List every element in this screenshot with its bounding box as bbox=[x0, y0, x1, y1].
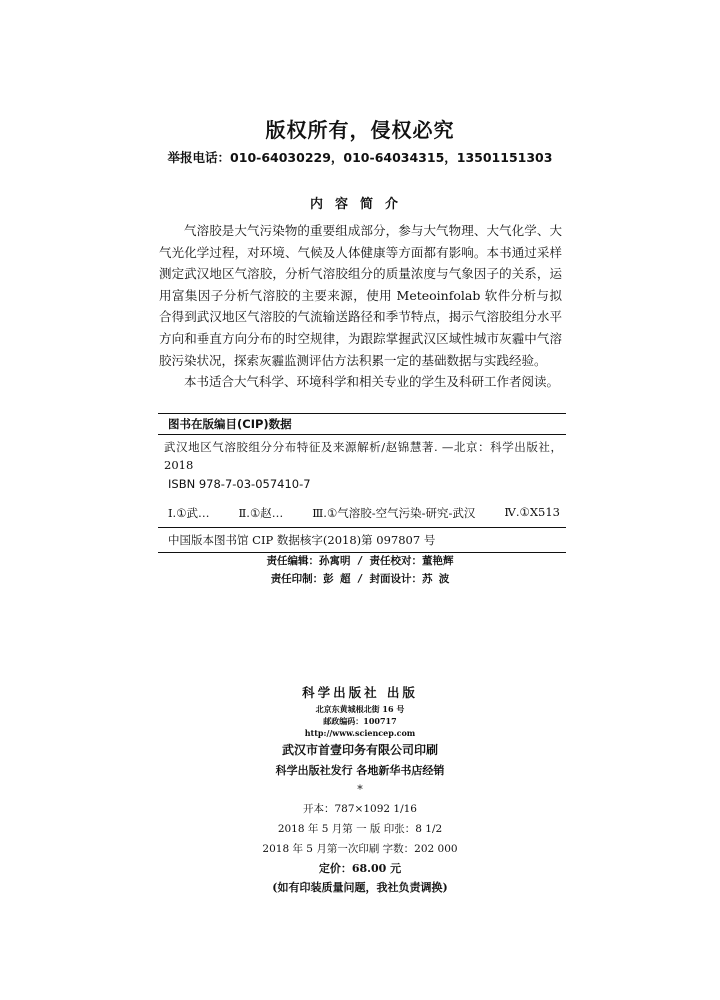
cip-class-item: Ⅰ.①武… bbox=[168, 506, 210, 520]
summary-paragraph: 气溶胶是大气污染物的重要组成部分，参与大气物理、大气化学、大气光化学过程，对环境、气候及人体健康等方面都有影响。本书通过采样测定武汉地区气溶胶，分析气溶胶组分的质量浓度与气象因子的关系，运用富集因子分析气溶胶的主要来源，使用 Meteoinfolab 软件分析与拟合得到武汉地区气溶胶的气流输送路径和季节特点，揭示气溶胶组分水平方向和垂直方向分布的时空规律，为跟踪掌握武汉区域性城市灰霾中气溶胶污染状况，探索灰霾监测评估方法积累一定的基础数据与实践经验。 bbox=[159, 223, 562, 368]
publisher-postcode: 邮政编码：100717 bbox=[323, 716, 397, 726]
report-hotline: 举报电话：010-64030229，010-64034315，13501151303 bbox=[167, 150, 553, 165]
divider bbox=[158, 434, 566, 435]
cip-data-block bbox=[158, 413, 566, 553]
cip-description: 武汉地区气溶胶组分分布特征及来源解析/赵锦慧著. —北京：科学出版社，2018 bbox=[164, 440, 562, 472]
publisher-address: 北京东黄城根北街 16 号 bbox=[315, 704, 405, 714]
summary-heading: 内容简介 bbox=[309, 197, 410, 212]
summary-paragraph: 本书适合大气科学、环境科学和相关专业的学生及科研工作者阅读。 bbox=[184, 374, 560, 390]
cip-class-item: Ⅱ.①赵… bbox=[238, 506, 284, 520]
cip-class-item: Ⅳ.①X513 bbox=[504, 505, 560, 519]
editor-line: 责任印制：彭 超 / 封面设计：苏 波 bbox=[270, 573, 450, 585]
printer: 武汉市首壹印务有限公司印刷 bbox=[281, 743, 438, 757]
cip-class-item: Ⅲ.①气溶胶-空气污染-研究-武汉 bbox=[312, 506, 476, 520]
copyright-title: 版权所有，侵权必究 bbox=[265, 118, 455, 142]
cip-isbn: ISBN 978-7-03-057410-7 bbox=[168, 477, 311, 491]
price: 定价：68.00 元 bbox=[318, 862, 402, 875]
editor-line: 责任编辑：孙寓明 / 责任校对：董艳辉 bbox=[266, 555, 454, 567]
editor-credits bbox=[0, 552, 720, 588]
quality-notice: (如有印装质量问题，我社负责调换) bbox=[272, 881, 448, 894]
publisher-name: 科学出版社 出版 bbox=[302, 685, 418, 700]
cip-classification bbox=[168, 505, 560, 521]
edition-info: 2018 年 5 月第 一 版 印张：8 1/2 bbox=[277, 823, 443, 835]
printing-info: 2018 年 5 月第一次印刷 字数：202 000 bbox=[262, 843, 458, 855]
cip-verification: 中国版本图书馆 CIP 数据核字(2018)第 097807 号 bbox=[168, 533, 436, 547]
cip-heading: 图书在版编目(CIP)数据 bbox=[168, 417, 292, 431]
separator-star: * bbox=[357, 783, 363, 796]
summary-text bbox=[159, 220, 562, 393]
publisher-website: http://www.sciencep.com bbox=[304, 728, 416, 738]
distribution: 科学出版社发行 各地新华书店经销 bbox=[275, 764, 445, 777]
book-format: 开本：787×1092 1/16 bbox=[303, 803, 417, 815]
divider bbox=[158, 527, 566, 528]
